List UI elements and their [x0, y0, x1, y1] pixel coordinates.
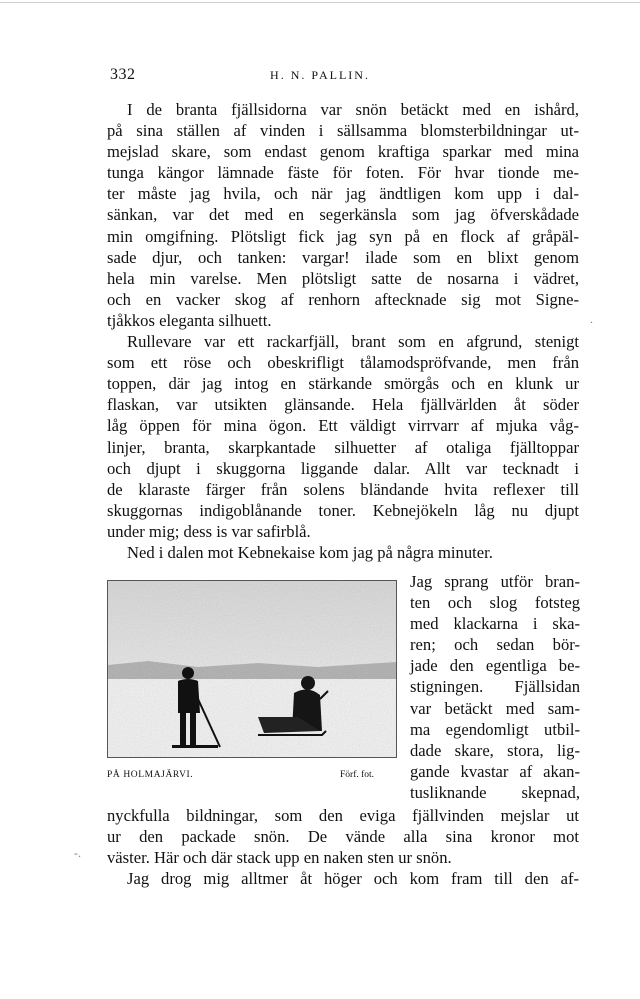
paragraph-3 — [107, 542, 579, 563]
text-line: nyckfulla bildningar, som den eviga fjällvinden mejslar ut — [107, 806, 579, 825]
text-line: väster. Här och där stack upp en naken sten ur snön. — [107, 848, 452, 868]
text-line: linjer, branta, skarpkantade silhuetter af otaliga fjälltoppar — [107, 437, 579, 457]
text-line: tunga kängor lämnade fäste för foten. För hvar tionde me- — [107, 163, 579, 183]
text-line: sade djur, och tanken: vargar! ilade som en blixt genom — [107, 247, 579, 267]
text-line: gande kvastar af akan- — [410, 761, 580, 781]
text-line: toppen, där jag intog en stärkande smörgås och en klunk ur — [107, 374, 579, 394]
photo-grain — [108, 581, 396, 757]
text-line: dade skare, stora, lig- — [410, 740, 580, 760]
text-line: sänkan, var det med en segerkänsla som jag öfverskådade — [107, 205, 579, 225]
after-figure-text — [107, 805, 579, 889]
text-line: och en vacker skog af renhorn aftecknade sig mot Signe- — [107, 289, 579, 309]
text-line: mejslad skare, som endast genom kraftiga sparkar med mina — [107, 142, 579, 162]
text-line: stigningen. Fjällsidan — [410, 677, 580, 697]
text-line: Jag drog mig alltmer åt höger och kom fram till den af- — [127, 869, 579, 889]
text-line: ren; och sedan bör- — [410, 635, 580, 655]
paragraph-1 — [107, 99, 579, 331]
paragraph-2 — [107, 331, 579, 542]
text-line: de klaraste färger från solens bländande hvita reflexer till — [107, 479, 579, 499]
text-line: hela min varelse. Men plötsligt satte de nosarna i vädret, — [107, 268, 579, 288]
text-line: ur den packade snön. De vände alla sina kronor mot — [107, 827, 579, 847]
text-line: var betäckt med sam- — [410, 698, 580, 718]
page-header — [0, 66, 640, 86]
text-line: skuggornas indigoblånande toner. Kebnejökeln låg nu djupt — [107, 500, 579, 520]
margin-speck: . — [590, 312, 593, 326]
main-text — [107, 99, 579, 563]
figure-photo — [107, 580, 397, 758]
text-line: och djupt i skuggorna liggande dalar. Allt var tecknadt i — [107, 458, 579, 478]
running-title: H. N. PALLIN. — [270, 68, 370, 82]
margin-speck: -. — [74, 846, 81, 860]
text-line: under mig; dess is var safirblå. — [107, 521, 311, 541]
text-line: flaskan, var utsikten glänsande. Hela fjällvärlden åt söder — [107, 395, 579, 415]
photo-illustration — [108, 581, 396, 757]
text-line: I de branta fjällsidorna var snön betäckt med en ishård, — [127, 100, 579, 119]
figure-caption: PÅ HOLMAJÄRVI. — [107, 770, 194, 780]
text-line: med klackarna i ska- — [410, 614, 580, 634]
text-line: Jag sprang utför bran- — [410, 572, 580, 591]
text-line: jade den egentliga be- — [410, 656, 580, 676]
text-line: tusliknande skepnad, — [410, 782, 580, 802]
text-line: Ned i dalen mot Kebnekaise kom jag på några minuter. — [127, 542, 493, 562]
text-line: Rullevare var ett rackarfjäll, brant som en afgrund, stenigt — [127, 332, 579, 352]
top-rule — [0, 2, 640, 3]
text-line: på sina ställen af vinden i sällsamma blomsterbildningar ut- — [107, 121, 579, 141]
figure-credit: Förf. fot. — [340, 770, 375, 780]
text-line: ma egendomligt utbil- — [410, 719, 580, 739]
page-number: 332 — [110, 66, 136, 83]
text-line: låg öppen för mina ögon. Ett väldigt virrvarr af mjuka våg- — [107, 416, 579, 436]
text-line: tjåkkos eleganta silhuett. — [107, 310, 272, 330]
text-line: som ett röse och obeskrifligt tålamodspröfvande, men från — [107, 353, 579, 373]
text-line: ten och slog fotsteg — [410, 593, 580, 613]
text-line: ter måste jag hvila, och när jag ändtligen kom upp i dal- — [107, 184, 579, 204]
side-column — [410, 571, 580, 803]
text-line: min omgifning. Plötsligt fick jag syn på en flock af gråpäl- — [107, 226, 579, 246]
